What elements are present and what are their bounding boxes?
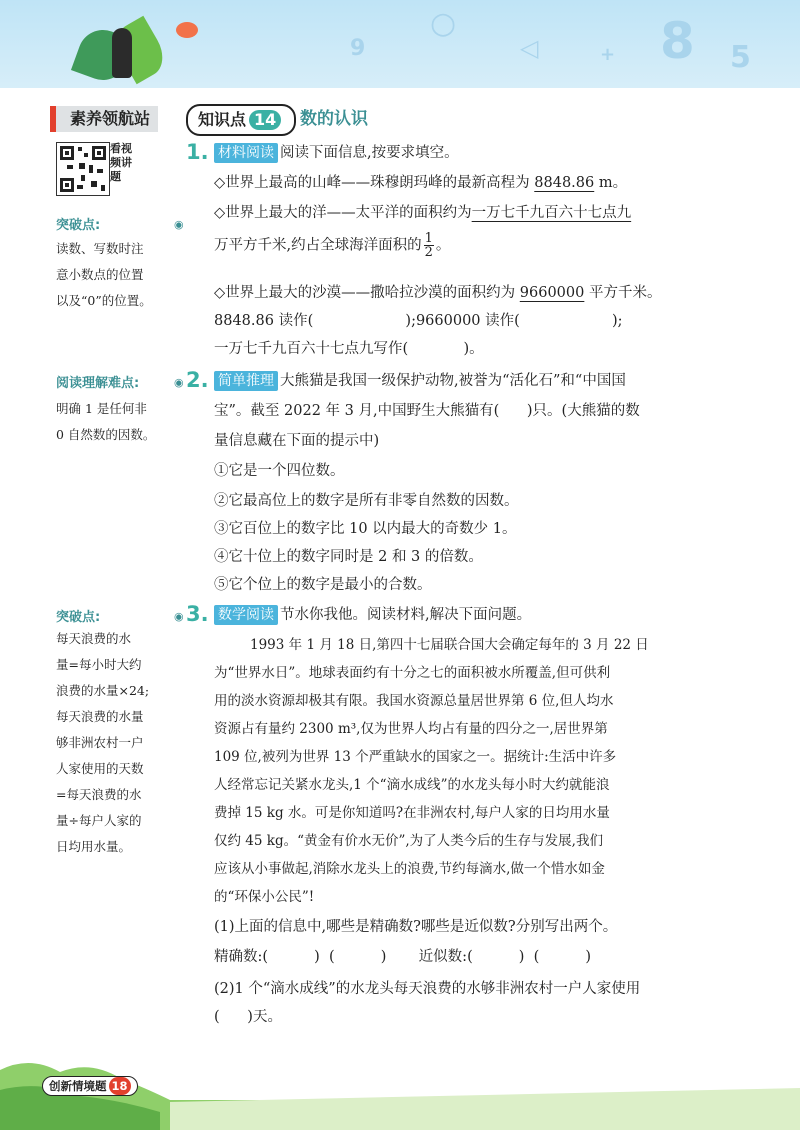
answer-line[interactable]: 8848.86 读作( );9660000 读作( );: [214, 313, 623, 329]
passage-line: 用的淡水资源却极其有限。我国水资源总量居世界第 6 位,但人均水: [214, 693, 614, 709]
sidebar-note-text: 明确 1 是任何非 0 自然数的因数。: [56, 401, 156, 442]
circle-decoration-icon: ○: [430, 6, 457, 41]
sub-question: (2)1 个“滴水成线”的水龙头每天浪费的水够非洲农村一户人家使用: [214, 981, 641, 997]
header-banner: [0, 0, 800, 88]
sub-question: (1)上面的信息中,哪些是精确数?哪些是近似数?分别写出两个。: [214, 919, 618, 935]
hint-line: ②它最高位上的数字是所有非零自然数的因数。: [214, 493, 519, 509]
question-intro: 材料阅读 阅读下面信息,按要求填空。: [214, 140, 459, 166]
number-decoration-icon: 8: [660, 12, 695, 70]
question-intro: 简单推理 大熊猫是我国一级保护动物,被誉为“活化石”和“中国国: [214, 368, 626, 394]
answer-line[interactable]: 精确数:( ) ( ) 近似数:( ) ( ): [214, 949, 592, 965]
knowledge-point-pill: [186, 104, 296, 136]
sidebar-note-title: 突破点:: [56, 610, 101, 625]
question-line: 量信息藏在下面的提示中): [214, 433, 380, 449]
bullet-icon: ◉: [174, 218, 184, 231]
qr-code-icon[interactable]: [56, 142, 110, 196]
bullet-icon: ◉: [174, 610, 184, 623]
knowledge-point-number: 14: [249, 110, 281, 130]
hint-line: ⑤它个位上的数字是最小的合数。: [214, 577, 432, 593]
passage-line: 1993 年 1 月 18 日,第四十七届联合国大会确定每年的 3 月 22 日: [250, 637, 649, 653]
question-line: 宝”。截至 2022 年 3 月,中国野生大熊猫有( )只。(大熊猫的数: [214, 403, 640, 419]
question-number: 2.: [186, 368, 209, 392]
sidebar-note-text: 每天浪费的水 量=每小时大约 浪费的水量×24; 每天浪费的水量 够非洲农村一户 人家使用的天数 =每天浪费的水 量÷每户人家的 日均用水量。: [56, 631, 150, 854]
passage-line: 人经常忘记关紧水龙头,1 个“滴水成线”的水龙头每小时大约就能浪: [214, 777, 610, 793]
question-tag: 数学阅读: [214, 605, 278, 625]
info-line: ◇世界上最大的洋——太平洋的面积约为一万七千九百六十七点九: [214, 205, 632, 221]
sidebar-note-title: 突破点:: [56, 218, 101, 233]
question-tag: 材料阅读: [214, 143, 278, 163]
page-title: 数的认识: [300, 109, 368, 129]
info-line: ◇世界上最高的山峰——珠穆朗玛峰的最新高程为 8848.86 m。: [214, 175, 628, 191]
knowledge-point-label: 知识点: [198, 110, 247, 129]
bullet-icon: ◉: [174, 376, 184, 389]
question-number: 3.: [186, 602, 209, 626]
passage-line: 仅约 45 kg。“黄金有价水无价”,为了人类今后的生存与发展,我们: [214, 833, 603, 849]
fraction: $\frac{1}{2}$: [424, 231, 433, 260]
page-number: 18: [109, 1077, 131, 1095]
passage-line: 的“环保小公民”!: [214, 889, 315, 905]
section-tag: 素养领航站: [50, 106, 158, 132]
info-line: 万平方千米,约占全球海洋面积的 $\frac{1}{2}$ 。: [214, 231, 451, 260]
hint-line: ③它百位上的数字比 10 以内最大的奇数少 1。: [214, 521, 517, 537]
number-decoration-icon: 9: [350, 36, 366, 61]
flower-decoration-icon: [176, 22, 198, 38]
passage-line: 为“世界水日”。地球表面约有十分之七的面积被水所覆盖,但可供利: [214, 665, 611, 681]
answer-line[interactable]: ( )天。: [214, 1009, 282, 1025]
number-decoration-icon: 5: [730, 40, 751, 75]
plus-decoration-icon: +: [600, 44, 616, 65]
question-tag: 简单推理: [214, 371, 278, 391]
answer-line[interactable]: 一万七千九百六十七点九写作( )。: [214, 341, 484, 357]
passage-line: 费掉 15 kg 水。可是你知道吗?在非洲农村,每户人家的日均用水量: [214, 805, 610, 821]
question-number: 1.: [186, 140, 209, 164]
sidebar-note-text: 读数、写数时注 意小数点的位置 以及“0”的位置。: [56, 241, 152, 308]
passage-line: 资源占有量约 2300 m³,仅为世界人均占有量的四分之一,居世界第: [214, 721, 608, 737]
passage-line: 109 位,被列为世界 13 个严重缺水的国家之一。据统计:生活中许多: [214, 749, 617, 765]
qr-label: 看视频讲题: [110, 142, 132, 183]
footer-label: 创新情境题 18: [42, 1076, 138, 1096]
question-intro: 数学阅读 节水你我他。阅读材料,解决下面问题。: [214, 602, 531, 628]
info-line: ◇世界上最大的沙漠——撒哈拉沙漠的面积约为 9660000 平方千米。: [214, 285, 662, 301]
hint-line: ①它是一个四位数。: [214, 463, 345, 479]
passage-line: 应该从小事做起,消除水龙头上的浪费,节约每滴水,做一个惜水如金: [214, 861, 605, 877]
hint-line: ④它十位上的数字同时是 2 和 3 的倍数。: [214, 549, 483, 565]
mushroom-icon: [112, 28, 132, 78]
sidebar-note-title: 阅读理解难点:: [56, 376, 140, 391]
triangle-decoration-icon: ◁: [520, 34, 539, 62]
